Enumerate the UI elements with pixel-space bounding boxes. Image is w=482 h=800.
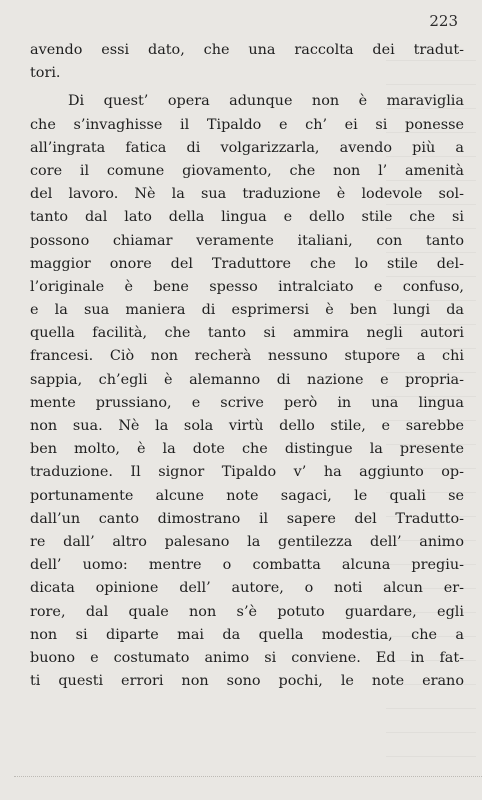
page-bottom-edge xyxy=(14,776,482,777)
text-line: core il comune giovamento, che non l’ amenità xyxy=(30,162,464,179)
text-line: dell’ uomo: mentre o combatta alcuna pregiu- xyxy=(30,557,464,574)
text-line: traduzione. Il signor Tipaldo v’ ha aggiunto op- xyxy=(30,464,464,481)
text-line: e la sua maniera di esprimersi è ben lungi da xyxy=(30,302,464,319)
text-line: ti questi errori non sono pochi, le note erano xyxy=(30,673,464,690)
text-line: possono chiamar veramente italiani, con tanto xyxy=(30,232,464,249)
text-line: che s’invaghisse il Tipaldo e ch’ ei si ponesse xyxy=(30,116,464,133)
text-line: tori. xyxy=(30,65,61,82)
text-line: re dall’ altro palesano la gentilezza dell’ animo xyxy=(30,533,464,550)
text-line: portunamente alcune note sagaci, le quali se xyxy=(30,487,464,504)
text-line: quella facilità, che tanto si ammira negli autori xyxy=(30,325,464,342)
text-line: del lavoro. Nè la sua traduzione è lodevole sol- xyxy=(30,186,464,203)
text-line: dicata opinione dell’ autore, o noti alcun er- xyxy=(30,580,464,597)
text-line: non si diparte mai da quella modestia, che a xyxy=(30,626,464,643)
text-line: Di quest’ opera adunque non è maraviglia xyxy=(68,93,464,110)
text-line: francesi. Ciò non recherà nessuno stupore a chi xyxy=(30,348,464,365)
body-text xyxy=(30,39,464,693)
text-line: avendo essi dato, che una raccolta dei tradut- xyxy=(30,42,464,58)
text-line: ben molto, è la dote che distingue la presente xyxy=(30,441,464,458)
text-line: tanto dal lato della lingua e dello stile che si xyxy=(30,209,464,226)
page-number: 223 xyxy=(429,12,458,30)
text-line: sappia, ch’egli è alemanno di nazione e propria- xyxy=(30,371,464,388)
text-line: rore, dal quale non s’è potuto guardare, egli xyxy=(30,603,464,620)
text-line: l’originale è bene spesso intralciato e confuso, xyxy=(30,278,464,295)
text-line: non sua. Nè la sola virtù dello stile, e sarebbe xyxy=(30,418,464,434)
text-line: dall’un canto dimostrano il sapere del Tradutto- xyxy=(30,510,464,527)
text-line: mente prussiano, e scrive però in una lingua xyxy=(30,394,464,411)
text-line: maggior onore del Traduttore che lo stile del- xyxy=(30,255,464,272)
text-line: buono e costumato animo si conviene. Ed in fat- xyxy=(30,649,464,666)
text-line: all’ingrata fatica di volgarizzarla, avendo più a xyxy=(30,139,464,156)
